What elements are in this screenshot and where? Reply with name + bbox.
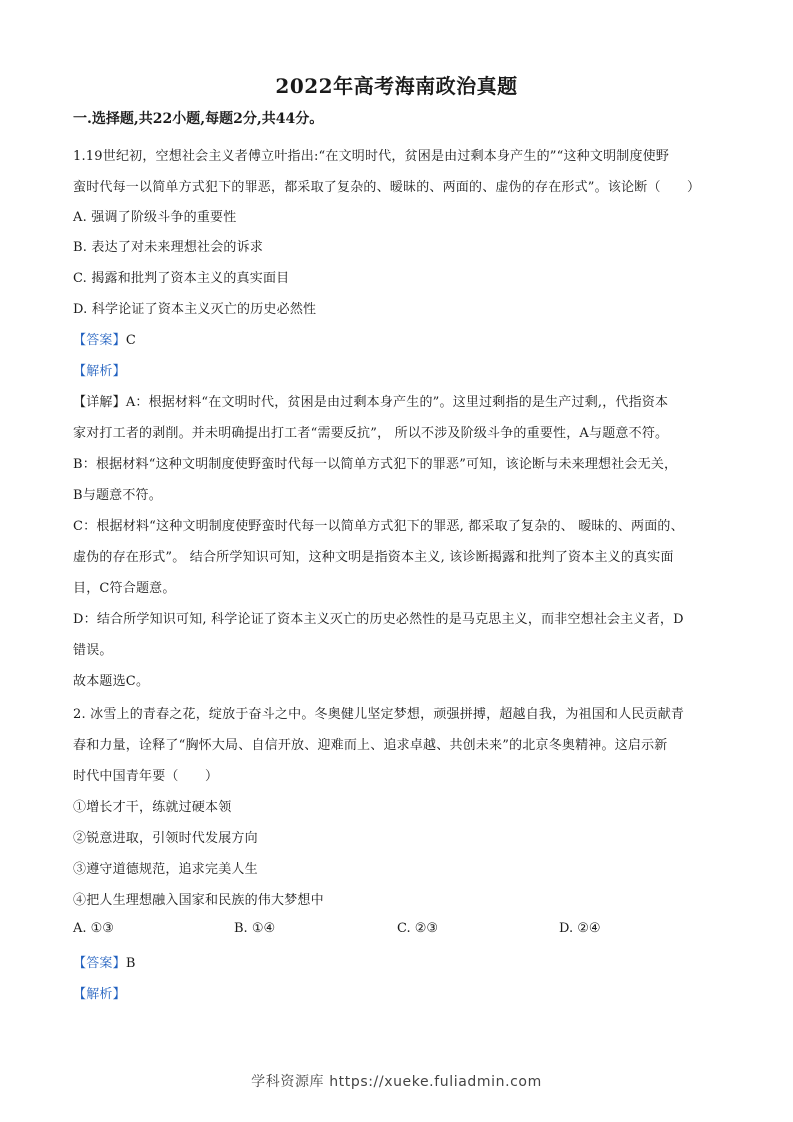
q2-choice-b: B. ①④ [234, 921, 276, 936]
answer-tag: 【答案】 [73, 333, 126, 348]
q1-answer [73, 329, 136, 348]
q1-stem-line: 蛮时代每一以简单方式犯下的罪恶，都采取了复杂的、暧昧的、两面的、虚伪的存在形式”。该论断（ ） [73, 180, 701, 195]
footer-watermark: 学科资源库 https://xueke.fuliadmin.com [251, 1074, 542, 1090]
analysis-tag: 【解析】 [73, 987, 126, 1002]
q2-item: ④把人生理想融入国家和民族的伟大梦想中 [73, 893, 324, 908]
q1-detail-line: B：根据材料“这种文明制度使野蛮时代每一以简单方式犯下的罪恶”可知，该论断与未来理想社会无关， [73, 457, 678, 472]
q2-analysis-tag [73, 983, 126, 1002]
q2-choice-a: A. ①③ [73, 921, 114, 936]
q2-choice-c: C. ②③ [397, 921, 439, 936]
detail-text: A：根据材料“在文明时代，贫困是由过剩本身产生的”。这里过剩指的是生产过剩,，代指资本 [125, 395, 669, 410]
q1-option-b: B. 表达了对未来理想社会的诉求 [73, 240, 264, 255]
q2-stem-line: 时代中国青年要（ ） [73, 769, 219, 784]
page-title: 2022年高考海南政治真题 [275, 74, 518, 98]
q2-stem-line: 2. 冰雪上的青春之花，绽放于奋斗之中。冬奥健儿坚定梦想，顽强拼搏，超越自我，为祖国和人民贡献青 [73, 707, 685, 722]
answer-value: B [125, 956, 136, 971]
q2-answer [73, 952, 136, 971]
q1-stem-line: 1.19世纪初，空想社会主义者傅立叶指出:“在文明时代，贫困是由过剩本身产生的”“这种文明制度使野 [73, 149, 670, 164]
answer-tag: 【答案】 [73, 956, 126, 971]
q1-detail-line [73, 391, 668, 410]
q1-detail-line: 虚伪的存在形式”。 结合所学知识可知，这种文明是指资本主义, 该诊断揭露和批判了资本主义的真实面 [73, 550, 674, 565]
q1-option-a: A. 强调了阶级斗争的重要性 [73, 210, 237, 225]
q2-item: ①增长才干，练就过硬本领 [73, 800, 232, 815]
detail-tag: 【详解】 [73, 395, 126, 410]
q2-choice-d: D. ②④ [559, 921, 601, 936]
section-heading: 一.选择题,共22小题,每题2分,共44分。 [73, 111, 324, 127]
q1-option-c: C. 揭露和批判了资本主义的真实面目 [73, 271, 290, 286]
q1-detail-line: C：根据材料“这种文明制度使野蛮时代每一以简单方式犯下的罪恶, 都采取了复杂的、 暧昧的、两面的、 [73, 519, 684, 534]
q1-detail-line: 目，C符合题意。 [73, 581, 176, 596]
q1-detail-line: B与题意不符。 [73, 488, 162, 503]
q1-detail-line: 错误。 [73, 643, 113, 658]
q1-detail-line: 故本题选C。 [73, 674, 150, 689]
q2-item: ②锐意进取，引领时代发展方向 [73, 831, 258, 846]
q1-detail-line: D：结合所学知识可知, 科学论证了资本主义灭亡的历史必然性的是马克思主义，而非空想社会主义者，D [73, 612, 684, 627]
q1-detail-line: 家对打工者的剥削。并未明确提出打工者“需要反抗”， 所以不涉及阶级斗争的重要性，A与题意不符。 [73, 426, 669, 441]
analysis-tag: 【解析】 [73, 364, 126, 379]
q2-stem-line: 春和力量，诠释了“胸怀大局、自信开放、迎难而上、追求卓越、共创未来”的北京冬奥精神。这启示新 [73, 738, 668, 753]
q1-analysis-tag [73, 360, 126, 379]
answer-value: C [125, 333, 136, 348]
q2-item: ③遵守道德规范，追求完美人生 [73, 862, 258, 877]
q1-option-d: D. 科学论证了资本主义灭亡的历史必然性 [73, 302, 317, 317]
